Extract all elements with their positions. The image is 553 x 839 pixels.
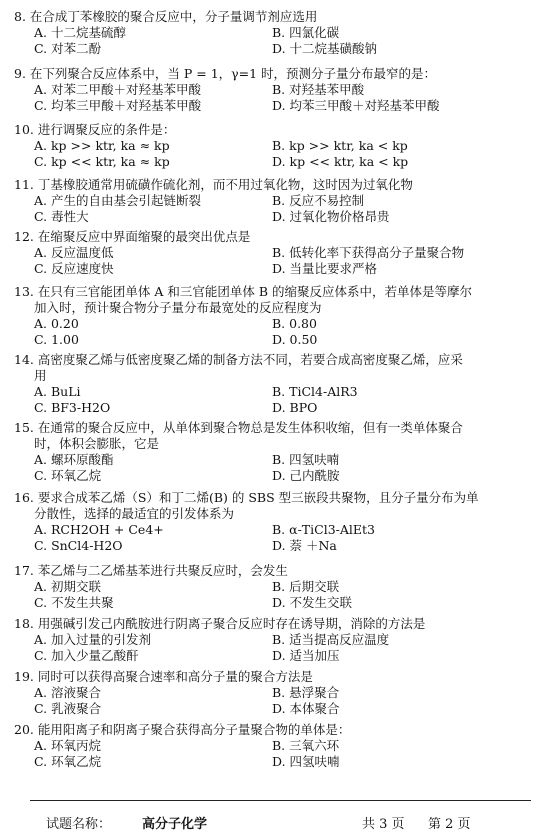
question-stem-continued — [14, 300, 544, 316]
option-row — [14, 468, 544, 484]
question — [14, 722, 544, 770]
question-text: 在合成丁苯橡胶的聚合反应中，分子量调节剂应选用 — [29, 9, 318, 24]
answer-option: D. BPO — [272, 400, 318, 415]
question-stem — [14, 563, 544, 579]
option-row — [14, 98, 544, 114]
answer-option: C. 对苯二酚 — [34, 41, 102, 56]
option-row — [14, 595, 544, 611]
question-text: 用强碱引发己内酰胺进行阴离子聚合反应时存在诱导期，消除的方法是 — [37, 616, 426, 631]
question-number: 17. — [14, 563, 34, 578]
question — [14, 420, 544, 484]
question-stem — [14, 669, 544, 685]
question-stem — [14, 284, 544, 300]
answer-option: A. BuLi — [34, 384, 81, 399]
answer-option: C. BF3-H2O — [34, 400, 111, 415]
answer-option: C. 乳液聚合 — [34, 701, 102, 716]
question — [14, 284, 544, 348]
current-page: 第 2 页 — [428, 817, 471, 832]
question-stem — [14, 66, 544, 82]
answer-option: A. 环氧丙烷 — [34, 738, 101, 753]
question-number: 8. — [14, 9, 26, 24]
answer-option: B. 后期交联 — [272, 579, 340, 594]
answer-option: D. 0.50 — [272, 332, 318, 347]
question-text: 高密度聚乙烯与低密度聚乙烯的制备方法不同，若要合成高密度聚乙烯，应采 — [37, 352, 463, 367]
question — [14, 66, 544, 114]
question-stem — [14, 352, 544, 368]
question-number: 10. — [14, 122, 34, 137]
option-row — [14, 154, 544, 170]
answer-option: B. 四氯化碳 — [272, 25, 340, 40]
question-stem — [14, 229, 544, 245]
question — [14, 616, 544, 664]
answer-option: A. RCH2OH + Ce4+ — [34, 522, 164, 537]
question-text: 时，体积会膨胀，它是 — [34, 436, 160, 451]
answer-option: D. 过氧化物价格昂贵 — [272, 209, 390, 224]
answer-option: B. 适当提高反应温度 — [272, 632, 390, 647]
answer-option: A. 0.20 — [34, 316, 79, 331]
option-row — [14, 701, 544, 717]
question — [14, 563, 544, 611]
option-row — [14, 579, 544, 595]
option-row — [14, 41, 544, 57]
option-row — [14, 400, 544, 416]
question — [14, 122, 544, 170]
question-stem — [14, 490, 544, 506]
answer-option: C. 均苯三甲酸＋对羟基苯甲酸 — [34, 98, 202, 113]
option-row — [14, 384, 544, 400]
answer-option: B. 0.80 — [272, 316, 317, 331]
question-stem — [14, 420, 544, 436]
question-stem — [14, 122, 544, 138]
answer-option: D. 本体聚合 — [272, 701, 340, 716]
question-number: 15. — [14, 420, 34, 435]
answer-option: B. α-TiCl3-AlEt3 — [272, 522, 375, 537]
answer-option: D. 萘 ＋Na — [272, 538, 337, 553]
question — [14, 177, 544, 225]
option-row — [14, 538, 544, 554]
answer-option: B. 反应不易控制 — [272, 193, 365, 208]
exam-title-label: 试题名称： — [46, 817, 112, 832]
answer-option: C. kp << ktr, ka ≈ kp — [34, 154, 170, 169]
question-number: 14. — [14, 352, 34, 367]
option-row — [14, 138, 544, 154]
answer-option: D. 当量比要求严格 — [272, 261, 378, 276]
option-row — [14, 452, 544, 468]
question-number: 13. — [14, 284, 34, 299]
answer-option: B. 悬浮聚合 — [272, 685, 340, 700]
option-row — [14, 82, 544, 98]
answer-option: C. 反应速度快 — [34, 261, 114, 276]
question-text: 在只有三官能团单体 A 和三官能团单体 B 的缩聚反应体系中，若单体是等摩尔 — [37, 284, 472, 299]
question-text: 在缩聚反应中界面缩聚的最突出优点是 — [37, 229, 251, 244]
question-text: 用 — [34, 368, 47, 383]
question — [14, 352, 544, 416]
answer-option: A. 对苯二甲酸＋对羟基苯甲酸 — [34, 82, 201, 97]
answer-option: B. 低转化率下获得高分子量聚合物 — [272, 245, 465, 260]
answer-option: A. 初期交联 — [34, 579, 101, 594]
option-row — [14, 25, 544, 41]
answer-option: D. 均苯三甲酸＋对羟基苯甲酸 — [272, 98, 440, 113]
answer-option: B. 对羟基苯甲酸 — [272, 82, 365, 97]
question-number: 12. — [14, 229, 34, 244]
question — [14, 229, 544, 277]
total-pages: 共 3 页 — [362, 817, 405, 832]
option-row — [14, 685, 544, 701]
answer-option: A. 加入过量的引发剂 — [34, 632, 151, 647]
option-row — [14, 261, 544, 277]
question-stem — [14, 177, 544, 193]
question-number: 16. — [14, 490, 34, 505]
question-number: 19. — [14, 669, 34, 684]
option-row — [14, 632, 544, 648]
answer-option: D. 十二烷基磺酸钠 — [272, 41, 378, 56]
question-stem — [14, 616, 544, 632]
question-stem — [14, 9, 544, 25]
question-text: 在下列聚合反应体系中，当 P = 1，γ=1 时，预测分子量分布最窄的是： — [29, 66, 437, 81]
answer-option: C. 环氧乙烷 — [34, 754, 102, 769]
question-number: 18. — [14, 616, 34, 631]
answer-option: C. 加入少量乙酸酐 — [34, 648, 139, 663]
question-text: 要求合成苯乙烯（S）和丁二烯(B) 的 SBS 型三嵌段共聚物，且分子量分布为单 — [37, 490, 479, 505]
question-number: 11. — [14, 177, 34, 192]
question — [14, 669, 544, 717]
answer-option: A. 反应温度低 — [34, 245, 114, 260]
question-text: 分散性，选择的最适宜的引发体系为 — [34, 506, 235, 521]
answer-option: C. 1.00 — [34, 332, 79, 347]
answer-option: C. 毒性大 — [34, 209, 89, 224]
answer-option: A. 螺环原酸酯 — [34, 452, 114, 467]
answer-option: B. kp >> ktr, ka < kp — [272, 138, 408, 153]
answer-option: B. 三氧六环 — [272, 738, 340, 753]
question-stem-continued — [14, 506, 544, 522]
question-text: 能用阳离子和阴离子聚合获得高分子量聚合物的单体是： — [37, 722, 351, 737]
question-number: 9. — [14, 66, 26, 81]
answer-option: C. 不发生共聚 — [34, 595, 114, 610]
answer-option: A. kp >> ktr, ka ≈ kp — [34, 138, 170, 153]
option-row — [14, 522, 544, 538]
footer-divider — [30, 800, 531, 801]
option-row — [14, 193, 544, 209]
answer-option: D. 适当加压 — [272, 648, 340, 663]
option-row — [14, 209, 544, 225]
option-row — [14, 738, 544, 754]
question-text: 丁基橡胶通常用硫磺作硫化剂，而不用过氧化物，这时因为过氧化物 — [37, 177, 413, 192]
question-text: 苯乙烯与二乙烯基苯进行共聚反应时，会发生 — [37, 563, 288, 578]
question-text: 进行调聚反应的条件是： — [37, 122, 176, 137]
option-row — [14, 316, 544, 332]
answer-option: D. 己内酰胺 — [272, 468, 340, 483]
answer-option: B. 四氢呋喃 — [272, 452, 340, 467]
answer-option: D. 四氢呋喃 — [272, 754, 340, 769]
answer-option: C. SnCl4-H2O — [34, 538, 123, 553]
answer-option: A. 溶液聚合 — [34, 685, 101, 700]
option-row — [14, 245, 544, 261]
answer-option: C. 环氧乙烷 — [34, 468, 102, 483]
question — [14, 9, 544, 57]
question-stem-continued — [14, 368, 544, 384]
answer-option: D. 不发生交联 — [272, 595, 353, 610]
question-text: 加入时，预计聚合物分子量分布最宽处的反应程度为 — [34, 300, 322, 315]
exam-title: 高分子化学 — [142, 817, 208, 832]
question-text: 在通常的聚合反应中，从单体到聚合物总是发生体积收缩，但有一类单体聚合 — [37, 420, 463, 435]
question-stem — [14, 722, 544, 738]
question-stem-continued — [14, 436, 544, 452]
option-row — [14, 754, 544, 770]
option-row — [14, 332, 544, 348]
answer-option: A. 产生的自由基会引起链断裂 — [34, 193, 201, 208]
question — [14, 490, 544, 554]
question-number: 20. — [14, 722, 34, 737]
option-row — [14, 648, 544, 664]
answer-option: B. TiCl4-AlR3 — [272, 384, 358, 399]
answer-option: A. 十二烷基硫醇 — [34, 25, 126, 40]
answer-option: D. kp << ktr, ka < kp — [272, 154, 409, 169]
question-text: 同时可以获得高聚合速率和高分子量的聚合方法是 — [37, 669, 313, 684]
